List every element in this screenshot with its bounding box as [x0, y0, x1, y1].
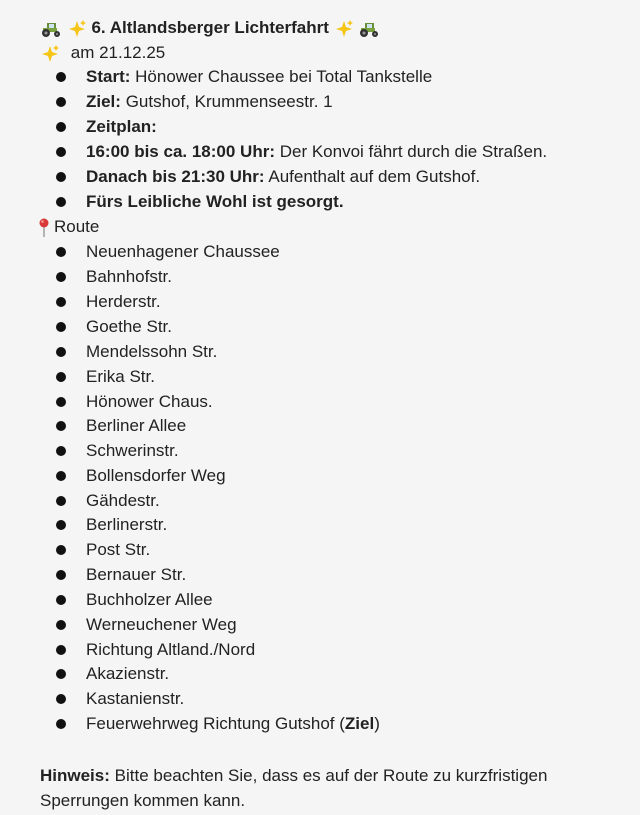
- info-text: Gutshof, Krummenseestr. 1: [125, 92, 333, 111]
- list-item: [56, 514, 167, 536]
- info-label: Fürs Leibliche Wohl ist gesorgt.: [86, 192, 344, 211]
- route-street: Mendelssohn Str.: [86, 342, 218, 361]
- bullet: [56, 570, 66, 580]
- bullet: [56, 97, 66, 107]
- sparkles-icon: [334, 19, 354, 39]
- date-line: [40, 42, 165, 64]
- list-item: [56, 490, 160, 512]
- route-destination-marker: Ziel: [344, 714, 375, 733]
- bullet: [56, 272, 66, 282]
- list-item: [56, 316, 172, 338]
- bullet: [56, 297, 66, 307]
- list-item: [56, 366, 155, 388]
- notice-text: Bitte beachten Sie, dass es auf der Route zu kurzfristigen Sperrungen kommen kann.: [40, 766, 548, 810]
- bullet: [56, 520, 66, 530]
- list-item: [56, 440, 179, 462]
- notice-label: Hinweis:: [40, 766, 110, 785]
- bullet: [56, 719, 66, 729]
- info-label: Danach bis 21:30 Uhr:: [86, 167, 265, 186]
- bullet: [56, 247, 66, 257]
- route-street: Herderstr.: [86, 292, 161, 311]
- info-label: Zeitplan:: [86, 117, 157, 136]
- bullet: [56, 694, 66, 704]
- sparkles-icon: [67, 19, 87, 39]
- route-street: Berliner Allee: [86, 416, 187, 435]
- tractor-icon: [358, 20, 380, 38]
- bullet: [56, 620, 66, 630]
- route-heading: [40, 216, 99, 238]
- route-street: Kastanienstr.: [86, 689, 185, 708]
- route-street: Buchholzer Allee: [86, 590, 213, 609]
- route-street: Erika Str.: [86, 367, 155, 386]
- bullet: [56, 122, 66, 132]
- route-street: Bernauer Str.: [86, 565, 187, 584]
- info-text: Aufenthalt auf dem Gutshof.: [268, 167, 481, 186]
- tractor-icon: [40, 20, 62, 38]
- route-street: Feuerwehrweg Richtung Gutshof (: [86, 714, 345, 733]
- list-item: [56, 614, 237, 636]
- list-item: [56, 291, 161, 313]
- bullet: [56, 147, 66, 157]
- list-item: [56, 465, 226, 487]
- bullet: [56, 496, 66, 506]
- info-text: Hönower Chaussee bei Total Tankstelle: [135, 67, 433, 86]
- list-item: [56, 688, 184, 710]
- list-item: [56, 639, 255, 661]
- bullet: [56, 545, 66, 555]
- bullet: [56, 595, 66, 605]
- list-item: [56, 415, 186, 437]
- route-street: Gähdestr.: [86, 491, 160, 510]
- route-street: Akazienstr.: [86, 664, 170, 683]
- bullet: [56, 347, 66, 357]
- page-title: 6. Altlandsberger Lichterfahrt: [91, 18, 329, 37]
- route-street: Goethe Str.: [86, 317, 172, 336]
- route-street: Bollensdorfer Weg: [86, 466, 226, 485]
- route-street: Hönower Chaus.: [86, 392, 213, 411]
- list-item: [56, 589, 213, 611]
- list-item: [56, 91, 333, 113]
- bullet: [56, 397, 66, 407]
- route-street: Neuenhagener Chaussee: [86, 242, 280, 261]
- bullet: [56, 471, 66, 481]
- bullet: [56, 421, 66, 431]
- bullet: [56, 72, 66, 82]
- route-heading-text: Route: [54, 217, 100, 236]
- pin-icon: [38, 218, 50, 238]
- list-item: [56, 341, 217, 363]
- route-street: Post Str.: [86, 540, 151, 559]
- list-item: [56, 539, 150, 561]
- title-line: [40, 17, 380, 39]
- list-item: [56, 116, 157, 138]
- list-item: [56, 391, 213, 413]
- route-street: Werneuchener Weg: [86, 615, 237, 634]
- list-item: [56, 663, 169, 685]
- list-item: [56, 141, 547, 163]
- list-item: [56, 713, 380, 735]
- bullet: [56, 322, 66, 332]
- bullet: [56, 197, 66, 207]
- bullet: [56, 172, 66, 182]
- route-street: Berlinerstr.: [86, 515, 168, 534]
- notice: [40, 763, 610, 813]
- info-text: Der Konvoi fährt durch die Straßen.: [279, 142, 548, 161]
- route-street-end: ): [374, 714, 380, 733]
- route-street: Richtung Altland./Nord: [86, 640, 256, 659]
- route-street: Schwerinstr.: [86, 441, 179, 460]
- list-item: [56, 191, 344, 213]
- bullet: [56, 446, 66, 456]
- event-date: am 21.12.25: [70, 43, 166, 62]
- list-item: [56, 166, 480, 188]
- list-item: [56, 564, 186, 586]
- info-label: 16:00 bis ca. 18:00 Uhr:: [86, 142, 275, 161]
- bullet: [56, 645, 66, 655]
- list-item: [56, 266, 172, 288]
- bullet: [56, 669, 66, 679]
- route-street: Bahnhofstr.: [86, 267, 173, 286]
- info-label: Start:: [86, 67, 131, 86]
- info-label: Ziel:: [86, 92, 121, 111]
- list-item: [56, 241, 280, 263]
- sparkles-icon: [40, 44, 60, 64]
- list-item: [56, 66, 432, 88]
- bullet: [56, 372, 66, 382]
